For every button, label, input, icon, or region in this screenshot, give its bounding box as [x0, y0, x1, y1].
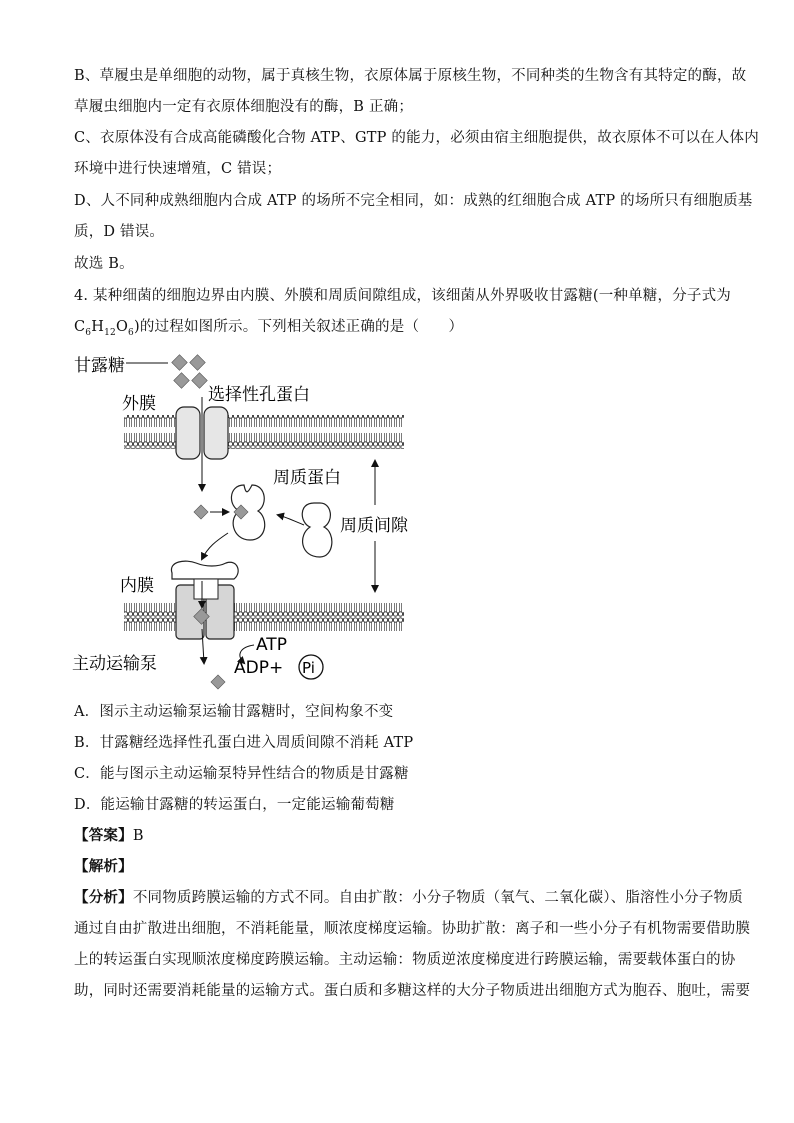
formula-o: O [115, 319, 129, 335]
label-adp: ADP+ [234, 658, 284, 678]
inner-membrane-right [234, 597, 404, 631]
answer-value: B [132, 828, 144, 844]
label-periplasmic-space: 周质间隙 [340, 516, 408, 536]
analysis-label: 【解析】 [74, 858, 133, 875]
label-inner-membrane: 内膜 [120, 576, 154, 596]
mannose-transport-diagram [68, 345, 413, 695]
option-c[interactable]: C．能与图示主动运输泵特异性结合的物质是甘露糖 [74, 766, 409, 782]
explanation-d-line1: D、人不同种成熟细胞内合成 ATP 的场所不完全相同，如：成熟的红细胞合成 ATP 的场所只有细胞质基 [74, 193, 753, 209]
label-mannose: 甘露糖 [74, 356, 125, 376]
explanation-c-line1: C、衣原体没有合成高能磷酸化合物 ATP、GTP 的能力，必须由宿主细胞提供，故衣原体不可以在人体内 [74, 130, 759, 146]
porin-protein [176, 397, 228, 490]
label-outer-membrane: 外膜 [122, 394, 156, 414]
label-pump: 主动运输泵 [72, 654, 157, 674]
analysis-line2: 通过自由扩散进出细胞，不消耗能量，顺浓度梯度运输。协助扩散：离子和一些小分子有机物需要借助膜 [74, 921, 751, 937]
option-a[interactable]: A．图示主动运输泵运输甘露糖时，空间构象不变 [74, 704, 394, 720]
delivery-arrow [202, 533, 228, 559]
label-porin: 选择性孔蛋白 [208, 385, 310, 405]
answer-line [74, 826, 144, 846]
analysis-line3: 上的转运蛋白实现顺浓度梯度跨膜运输。主动运输：物质逆浓度梯度进行跨膜运输，需要载体蛋白的协 [74, 952, 736, 968]
outer-membrane-right [226, 415, 404, 449]
active-transport-pump [171, 561, 238, 663]
inner-membrane-left [124, 597, 176, 631]
protein-arrow [278, 515, 304, 525]
formula-h: H [91, 319, 105, 335]
analysis-line1: 【分析】不同物质跨膜运输的方式不同。自由扩散：小分子物质（氧气、二氧化碳）、脂溶性小分子物质 [74, 889, 743, 906]
explanation-b-line2: 草履虫细胞内一定有衣原体细胞没有的酶，B 正确； [74, 99, 414, 115]
analysis-line4: 助，同时还需要消耗能量的运输方式。蛋白质和多糖这样的大分子物质进出细胞方式为胞吞、胞吐，需要 [74, 983, 751, 999]
question-stem-line2 [74, 317, 463, 343]
conclusion: 故选 B。 [74, 256, 134, 272]
mannose-molecules-outside [172, 355, 208, 389]
label-periplasmic-protein: 周质蛋白 [273, 468, 341, 488]
explanation-b-line1: B、草履虫是单细胞的动物，属于真核生物，衣原体属于原核生物，不同种类的生物含有其特定的酶，故 [74, 68, 747, 84]
formula-c: C [74, 319, 86, 335]
answer-label: 【答案】 [74, 827, 133, 844]
formula-o-sub: 6 [128, 327, 134, 338]
option-b[interactable]: B．甘露糖经选择性孔蛋白进入周质间隙不消耗 ATP [74, 735, 414, 751]
formula-c-sub: 6 [85, 327, 92, 338]
stem-rest: )的过程如图所示。下列相关叙述正确的是（ ） [133, 319, 464, 335]
formula-h-sub: 12 [104, 327, 116, 338]
explanation-d-line2: 质，D 错误。 [74, 224, 165, 240]
periplasmic-protein-shapes [231, 485, 331, 557]
question-stem-line1: 4. 某种细菌的细胞边界由内膜、外膜和周质间隙组成，该细菌从外界吸收甘露糖(一种单糖，分子式为 [74, 288, 731, 304]
mannose-cytoplasm [211, 675, 225, 689]
label-atp: ATP [256, 635, 287, 655]
explanation-c-line2: 环境中进行快速增殖，C 错误； [74, 161, 282, 177]
option-d[interactable]: D．能运输甘露糖的转运蛋白，一定能运输葡萄糖 [74, 797, 395, 813]
label-pi: Pi [302, 659, 315, 677]
outer-membrane-left [124, 415, 178, 449]
